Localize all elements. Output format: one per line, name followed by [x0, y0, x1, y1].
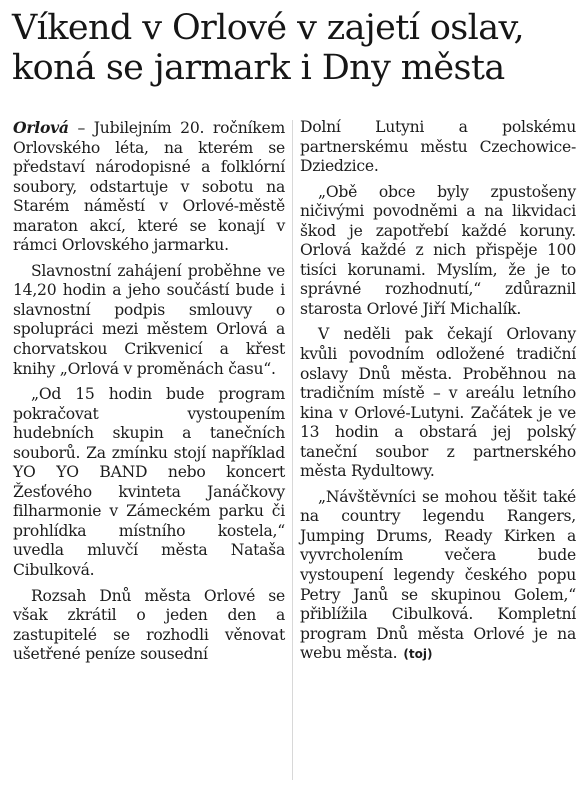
dateline: Orlová — [13, 118, 69, 137]
article-paragraph-2: Slavnostní zahájení proběhne ve 14,20 hodin a jeho součástí bude i slavnostní podpis smlouvy o spolupráci mezi městem Orlová a chorvatskou Crikvenicí a křest knihy „Orlová v proměnách času“. — [13, 261, 285, 378]
article-column-right — [300, 118, 576, 665]
paragraph-1-text: – Jubilejním 20. ročníkem Orlovského léta, na kterém se představí národopisné a folklórní soubory, odstartuje v sobotu na Starém náměstí v Orlové-městě maraton akcí, které se konají v rámci Orlovského jarmarku. — [13, 119, 285, 255]
article-paragraph-6: „Obě obce byly zpustošeny ničivými povodněmi a na likvidaci škod je zapotřebí každé koruny. Orlová každé z nich přispěje 100 tisíci korunami. Myslím, že je to správné rozhodnutí,“ zdůraznil starosta Orlové Jiří Michalík. — [300, 182, 576, 318]
article-paragraph-5: Dolní Lutyni a polskému partnerskému městu Czechowice-Dziedzice. — [300, 118, 576, 176]
headline-line-2: koná se jarmark i Dny města — [12, 48, 505, 88]
headline-line-1: Víkend v Orlové v zajetí oslav, — [12, 8, 525, 48]
article-column-left — [13, 118, 285, 665]
column-divider — [292, 120, 293, 780]
article-paragraph-3: „Od 15 hodin bude program pokračovat vystoupením hudebních skupin a tanečních souborů. Za zmínku stojí například YO YO BAND nebo koncert Žesťového kvinteta Janáčkovy filharmonie v Zámeckém parku či prohlídka místního kostela,“ uvedla mluvčí města Nataša Cibulková. — [13, 385, 285, 580]
author-byline: (toj) — [403, 647, 433, 662]
article-paragraph-8 — [300, 488, 576, 665]
article-paragraph-7: V neděli pak čekají Orlovany kvůli povodním odložené tradiční oslavy Dnů města. Proběhnou na tradičním místě – v areálu letního kina v Orlové-Lutyni. Začátek je ve 13 hodin a obstará jej polský taneční soubor z partnerského města Rydultowy. — [300, 325, 576, 481]
article-paragraph-1 — [13, 118, 285, 256]
paragraph-8-text: „Návštěvníci se mohou těšit také na country legendu Rangers, Jumping Drums, Ready Kirken a vyvrcholením večera bude vystoupení legendy českého popu Petry Janů se skupinou Golem,“ přiblížila Cibulková. Kompletní program Dnů města Orlové je na webu města. — [300, 487, 576, 663]
article-paragraph-4: Rozsah Dnů města Orlové se však zkrátil o jeden den a zastupitelé se rozhodli věnovat ušetřené peníze sousední — [13, 586, 285, 664]
article-headline — [12, 8, 582, 88]
